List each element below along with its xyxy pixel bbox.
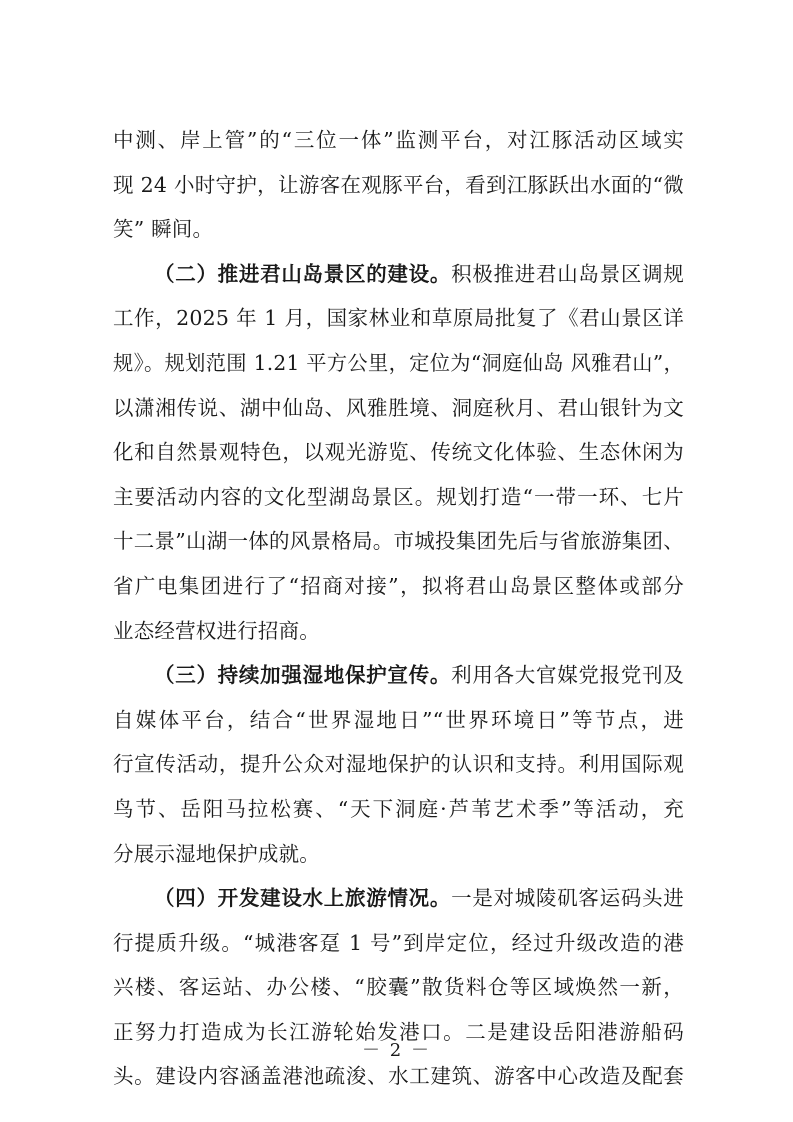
text-line: 鸟节、岳阳马拉松赛、“天下洞庭·芦苇艺术季”等活动，充 — [113, 796, 684, 821]
text-line: 笑” 瞬间。 — [113, 217, 214, 242]
text-line: 省广电集团进行了“招商对接”，拟将君山岛景区整体或部分 — [113, 573, 684, 598]
section-heading-line: （四）开发建设水上旅游情况。一是对城陵矶客运码头进 — [154, 886, 684, 911]
text-line: 主要活动内容的文化型湖岛景区。规划打造“一带一环、七片 — [113, 484, 684, 509]
text-line: 正努力打造成为长江游轮始发港口。二是建设岳阳港游船码 — [113, 1019, 684, 1044]
section-heading-line: （三）持续加强湿地保护宣传。利用各大官媒党报党刊及 — [154, 663, 684, 688]
text-line: 自媒体平台，结合“世界湿地日”“世界环境日”等节点，进 — [113, 707, 684, 732]
text-line: 头。建设内容涵盖港池疏浚、水工建筑、游客中心改造及配套 — [113, 1064, 684, 1089]
text-line: 以潇湘传说、湖中仙岛、风雅胜境、洞庭秋月、君山银针为文 — [113, 395, 684, 420]
text-line: 规》。规划范围 1.21 平方公里，定位为“洞庭仙岛 风雅君山”， — [113, 350, 684, 375]
text-line: 工作，2025 年 1 月，国家林业和草原局批复了《君山景区详 — [113, 306, 684, 331]
section-heading-line: （二）推进君山岛景区的建设。积极推进君山岛景区调规 — [154, 261, 684, 286]
section-heading: （二）推进君山岛景区的建设。 — [154, 261, 452, 286]
text-line: 现 24 小时守护，让游客在观豚平台，看到江豚跃出水面的“微 — [113, 172, 684, 197]
text-line: 兴楼、客运站、办公楼、“胶囊”散货料仓等区域焕然一新， — [113, 975, 684, 1000]
text-line: 化和自然景观特色，以观光游览、传统文化体验、生态休闲为 — [113, 440, 684, 465]
page-number: － 2 － — [362, 1040, 431, 1061]
section-heading: （三）持续加强湿地保护宣传。 — [154, 663, 452, 688]
text-line: 十二景”山湖一体的风景格局。市城投集团先后与省旅游集团、 — [113, 529, 684, 554]
text-line: 业态经营权进行招商。 — [113, 618, 320, 643]
document-body — [113, 118, 684, 1099]
text-line: 中测、岸上管”的“三位一体”监测平台，对江豚活动区域实 — [113, 128, 684, 152]
text-line: 行宣传活动，提升公众对湿地保护的认识和支持。利用国际观 — [113, 752, 684, 777]
text-line: 分展示湿地保护成就。 — [113, 841, 320, 866]
section-heading: （四）开发建设水上旅游情况。 — [154, 886, 452, 911]
text-line: 行提质升级。“城港客趸 1 号”到岸定位，经过升级改造的港 — [113, 930, 684, 955]
